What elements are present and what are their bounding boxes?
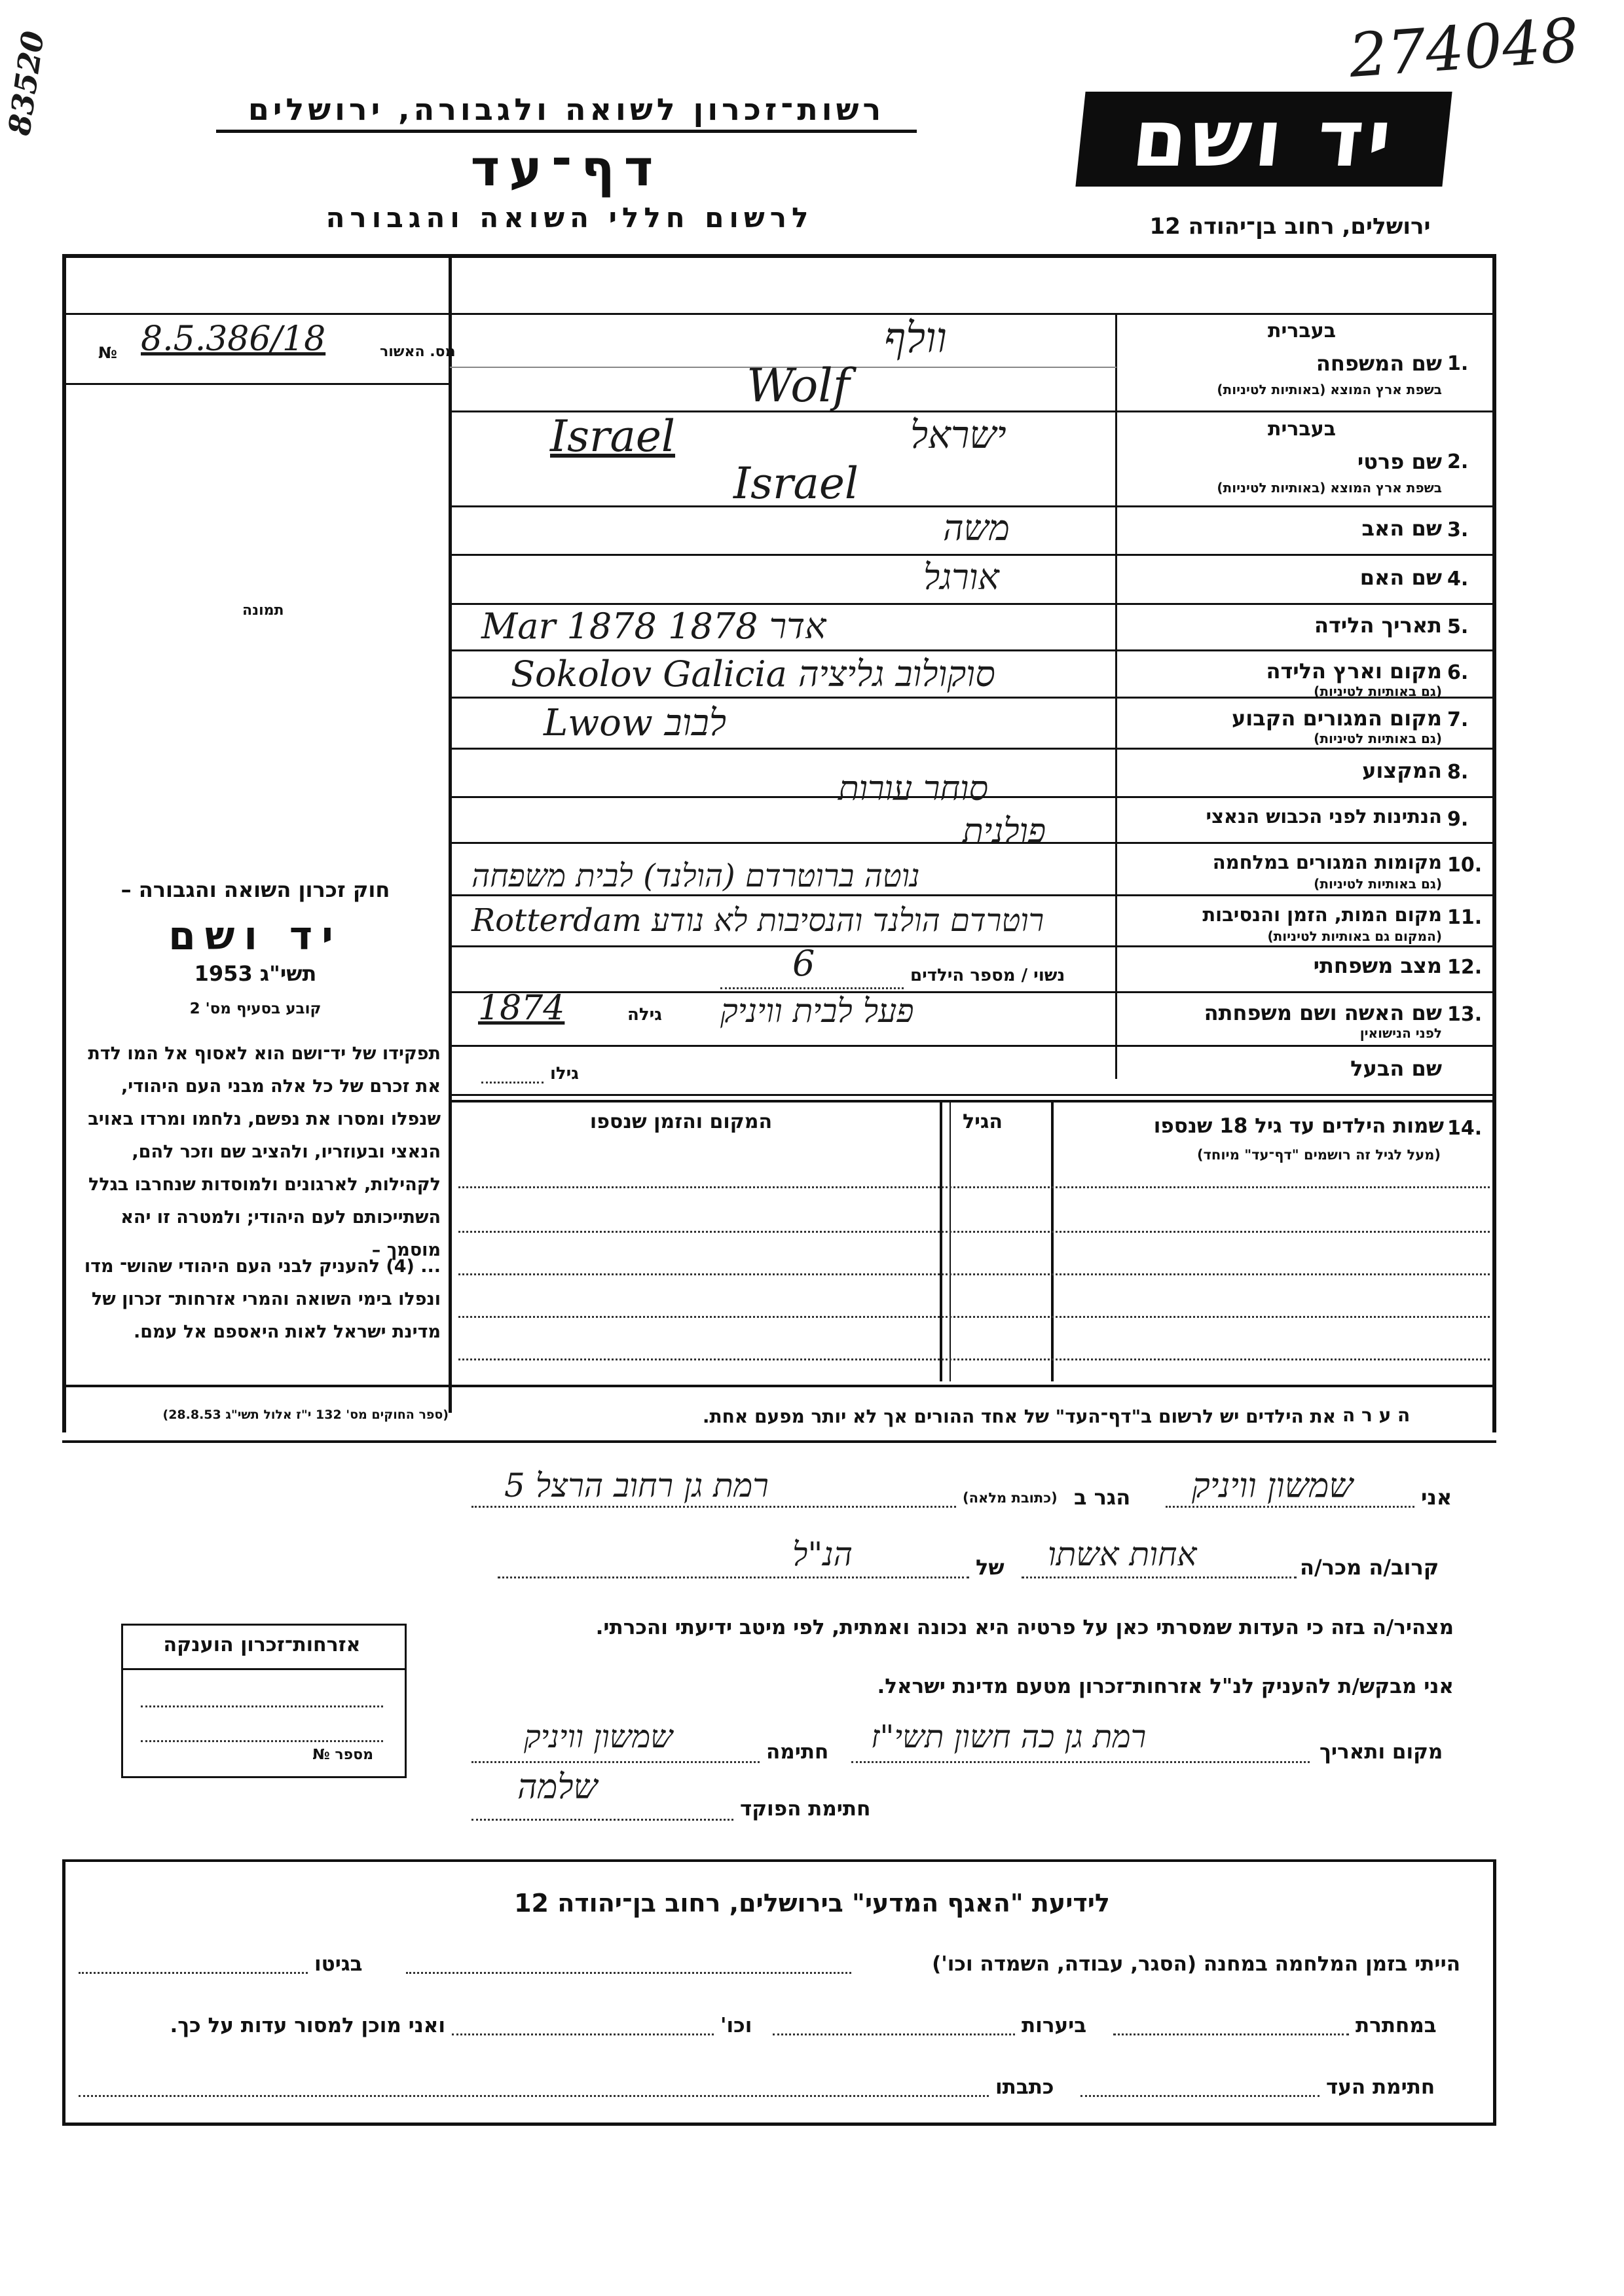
frame-left <box>62 254 66 1432</box>
field-row-rule <box>450 1045 1494 1047</box>
answer-first-hebrew[interactable]: ישראל <box>910 412 1006 457</box>
marital-status-options: נשוי / מספר הילדים <box>910 966 1065 985</box>
field-number: 8. <box>1447 761 1469 784</box>
header-address: ירושלים, רחוב בן־יהודה 12 <box>1149 213 1431 240</box>
footer-frame-left <box>62 1859 65 2126</box>
children-row-line <box>458 1358 1490 1360</box>
citizenship-box-rule-1 <box>121 1668 405 1670</box>
answer-wife-name[interactable]: פעל לבית וויניק <box>720 992 914 1030</box>
field-label: מקומות המגורים במלחמה <box>1212 851 1442 873</box>
decl-signature-dots <box>471 1761 760 1763</box>
children-col-divider-1 <box>1051 1100 1054 1381</box>
field-label: מקום המות, הזמן והנסיבות <box>1202 903 1442 926</box>
field-row-rule <box>450 603 1494 605</box>
answer-first-latin-b[interactable]: Israel <box>733 458 859 509</box>
field-number: 6. <box>1447 661 1469 684</box>
authority-underline <box>216 130 917 133</box>
law-source: (ספר החוקים מס' 132 י"ז אלול תשי"ג 28.8.53) <box>162 1408 449 1422</box>
footer-forests-label: ביערות <box>1022 2014 1087 2037</box>
law-clause: קובע בסעיף מס' 2 <box>189 1000 322 1017</box>
answer-birthplace[interactable]: Sokolov Galicia סוקולוב גליציה <box>511 653 995 695</box>
law-source-rule <box>62 1385 1496 1387</box>
field-number: 11. <box>1447 906 1483 929</box>
footer-etc-label: וכו' <box>720 2014 752 2037</box>
decl-place-date-value[interactable]: רמת גן כה חשון תשי"ז <box>871 1719 1147 1755</box>
field-label: שם הבעל <box>1350 1056 1442 1081</box>
footer-witness-signature-dots <box>1080 2095 1320 2097</box>
footer-ghetto-dots <box>79 1972 308 1974</box>
decl-statement: מצהיר/ה בזה כי העדות שמסרתי כאן על פרטיה היא נכונה ואמתית, לפי מיטב ידיעתי והכרתי. <box>595 1616 1454 1639</box>
answer-wife-age[interactable]: 1874 <box>478 989 565 1028</box>
field-row-rule <box>450 748 1494 750</box>
decl-address-note: (כתובת מלאה) <box>963 1490 1058 1506</box>
field-lang-note: בעברית <box>1268 418 1336 441</box>
field-row-rule <box>450 894 1494 896</box>
children-row-line <box>458 1273 1490 1275</box>
decl-relative-value[interactable]: אחות אשתו <box>1048 1535 1197 1573</box>
field-label: שם פרטי <box>1357 449 1442 474</box>
top-band-divider <box>62 313 1496 315</box>
approval-number[interactable]: 8.5.386/18 <box>141 319 326 359</box>
footer-underground-label: במחתרת <box>1356 2014 1437 2037</box>
decl-ani-value[interactable]: שמשון וויניק <box>1192 1467 1354 1506</box>
decl-ani-dots <box>1166 1506 1414 1508</box>
decl-officer-label: חתימת הפוקד <box>740 1797 871 1821</box>
form-title: דף־עד <box>470 139 663 197</box>
field-sublabel: בשפת ארץ המוצא (באותיות לטיניות) <box>1217 382 1442 397</box>
decl-place-date-dots <box>851 1761 1310 1763</box>
field-row-rule <box>450 945 1494 947</box>
field-sublabel: (גם באותיות לטיניות) <box>1314 876 1442 892</box>
answer-war-places[interactable]: נוטה ברוטרדם (הולנד) לבית משפחה <box>471 858 920 894</box>
footer-rule-top <box>62 1859 1496 1862</box>
children-section-note: (מעל לגיל זה רושמים "דף־עד" מיוחד) <box>1196 1147 1441 1163</box>
decl-signature-value[interactable]: שמשון וויניק <box>524 1719 673 1755</box>
footer-address-dots <box>79 2095 989 2097</box>
decl-of-label: של <box>976 1555 1005 1580</box>
approval-label: מס. האשור <box>380 344 456 360</box>
decl-place-date-label: מקום ותאריך <box>1320 1740 1443 1764</box>
frame-top <box>62 254 1496 258</box>
answer-birth-date[interactable]: Mar 1878 אדר 1878 <box>481 606 826 647</box>
field-number: 13. <box>1447 1003 1483 1026</box>
husband-age-dots <box>481 1082 544 1084</box>
footer-frame-right <box>1493 1859 1496 2126</box>
field-number: 1. <box>1447 352 1469 375</box>
approval-no-symbol: № <box>98 344 117 362</box>
footer-rule-bottom <box>62 2123 1496 2126</box>
footer-camp-label: הייתי בזמן המלחמה במחנה (הסגר, עבודה, השמדה וכו') <box>932 1952 1460 1976</box>
children-count-dots <box>720 987 904 989</box>
field-label: שם האב <box>1361 516 1442 541</box>
decl-relative-dots <box>1022 1576 1297 1578</box>
field-number: 5. <box>1447 615 1469 638</box>
answer-first-latin-a[interactable]: Israel <box>550 411 676 462</box>
field-number: 2. <box>1447 450 1469 473</box>
law-body-2: ... (4) להעניק לבני העם היהודי שהוש־ מדו ונפלו בימי השואה והמרי אזרחות־ זכרון של מדינת ישראל לאות היאספם אל עמם. <box>84 1256 441 1342</box>
photo-label: תמונה <box>242 602 284 619</box>
decl-of-value[interactable]: הנ"ל <box>792 1535 853 1573</box>
field-label: מקום המגורים הקבוע <box>1231 706 1442 731</box>
decl-of-dots <box>498 1576 969 1578</box>
children-section-number: 14. <box>1447 1117 1483 1140</box>
authority-heading: רשות־זכרון לשואה ולגבורה, ירושלים <box>248 92 885 127</box>
answer-family-hebrew[interactable]: וולף <box>884 314 947 363</box>
field-label: מקום וארץ הלידה <box>1266 659 1442 683</box>
field-sublabel: (המקום גם באותיות לטיניות) <box>1267 928 1442 944</box>
children-col-place: המקום והזמן שנספו <box>589 1110 773 1133</box>
sidebar-divider <box>449 254 452 1413</box>
field-number: 12. <box>1447 956 1483 979</box>
decl-officer-value[interactable]: שלמה <box>517 1768 598 1807</box>
field-lang-note: בעברית <box>1268 319 1336 342</box>
field-label: מצב משפחתי <box>1313 953 1442 978</box>
citizenship-box-title: אזרחות־זכרון הוענקה <box>163 1633 361 1656</box>
field-label: המקצוע <box>1362 758 1442 783</box>
field-label: תאריך הלידה <box>1314 613 1442 638</box>
decl-relative-label: קרוב/ה מכר/ה <box>1300 1555 1439 1580</box>
approval-rule <box>62 383 450 385</box>
archive-number: 274048 <box>1346 5 1581 92</box>
footer-forests-dots <box>773 2033 1015 2035</box>
answer-children-count[interactable]: 6 <box>792 943 815 984</box>
law-year: תשי"ג 1953 <box>194 961 317 986</box>
footer-title: לידיעת "האגף המדעי" בירושלים, רחוב בן־יהודה 12 <box>514 1889 1110 1918</box>
answer-mother[interactable]: אורגל <box>923 556 999 598</box>
footer-witness-signature-label: חתימת העד <box>1326 2075 1435 2099</box>
citizenship-box-dots-1 <box>141 1705 383 1707</box>
field-sublabel: (גם באותיות לטיניות) <box>1314 683 1442 699</box>
decl-resides-label: הגר ב <box>1074 1485 1131 1510</box>
footer-address-label: כתבתו <box>995 2075 1054 2099</box>
yad-vashem-logo: יד ושם <box>1075 92 1452 187</box>
field-label: שם האשה ושם משפחתה <box>1204 1000 1442 1025</box>
footer-camp-dots <box>406 1972 851 1974</box>
field-label: שם האם <box>1359 565 1442 590</box>
field-number: 4. <box>1447 568 1469 591</box>
decl-officer-dots <box>471 1819 733 1821</box>
margin-stamp: 83520 <box>1 28 51 138</box>
children-row-line <box>458 1316 1490 1318</box>
decl-signature-label: חתימה <box>766 1740 829 1764</box>
field-label: הנתינות לפני הכבוש הנאצי <box>1206 805 1442 828</box>
footer-willing-label: ואני מוכן למסור עדות על כך. <box>170 2014 445 2037</box>
decl-request: אני מבקש/ת להעניק לנ"ל אזרחות־זכרון מטעם מדינת ישראל. <box>877 1675 1454 1698</box>
decl-ani-label: אני <box>1421 1485 1452 1510</box>
children-row-line <box>458 1186 1490 1188</box>
husband-age-label: גילו <box>550 1064 579 1084</box>
field-row-rule <box>450 991 1494 993</box>
field-label: שם המשפחה <box>1316 351 1442 376</box>
answer-nationality[interactable]: פולנית <box>963 812 1046 851</box>
remark-label: ה ע ר ה <box>1342 1404 1411 1426</box>
answer-occupation[interactable]: סוחר עורות <box>838 769 989 809</box>
field-number: 3. <box>1447 519 1469 541</box>
children-col-divider-3 <box>950 1100 951 1381</box>
decl-address-value[interactable]: רמת גן רחוב הרצל 5 <box>504 1467 769 1504</box>
answer-death[interactable]: Rotterdam רוטרדם הולנד והנסיבות לא נודע <box>471 902 1044 939</box>
field-number: 9. <box>1447 808 1469 831</box>
law-title: חוק זכרון השואה והגבורה – <box>120 877 390 902</box>
footer-etc-dots <box>452 2033 714 2035</box>
remark-bottom-rule <box>62 1440 1496 1443</box>
wife-age-label: גילה <box>627 1005 662 1025</box>
citizenship-box-dots-2 <box>141 1740 383 1742</box>
field-row-rule <box>450 649 1494 651</box>
form-subtitle: לרשום חללי השואה והגבורה <box>325 202 814 234</box>
law-name: יד ושם <box>168 913 342 959</box>
citizenship-box-number: מספר № <box>312 1747 373 1763</box>
children-table-top <box>450 1100 1494 1102</box>
children-section-title: שמות הילדים עד גיל 18 שנספו <box>1153 1114 1444 1138</box>
answer-family-latin[interactable]: Wolf <box>747 359 850 412</box>
field-sublabel: בשפת ארץ המוצא (באותיות לטיניות) <box>1217 480 1442 496</box>
footer-ghetto-label: בגיטו <box>314 1952 363 1976</box>
label-column-divider <box>1115 313 1117 1079</box>
field-row-rule <box>450 1094 1494 1096</box>
children-col-age: הגיל <box>963 1110 1003 1133</box>
answer-residence[interactable]: Lwow לבוב <box>544 702 727 744</box>
law-body: תפקידו של יד־ושם הוא לאסוף אל המו לדת את זכרם של כל אלה מבני העם היהודי, שנפלו ומסרו את נפשם, נלחמו ומרדו באויב הנאצי ובעוזריו, ולהציב שם וזכר להם, לקהילות, לארגונים ולמוסדות שנחרבו בגלל השתייכותם לעם היהודי; ולמטרה זו יהא מוסמך – <box>88 1044 441 1260</box>
children-row-line <box>458 1231 1490 1233</box>
decl-address-dots <box>471 1506 956 1508</box>
footer-underground-dots <box>1113 2033 1349 2035</box>
field-number: 7. <box>1447 708 1469 731</box>
field-sublabel: (גם באותיות לטיניות) <box>1314 731 1442 746</box>
field-number: 10. <box>1447 854 1483 877</box>
field-row-rule <box>450 554 1494 556</box>
children-col-divider-2 <box>940 1100 942 1381</box>
field-sublabel: לפני הנישואין <box>1359 1025 1442 1041</box>
answer-father[interactable]: משה <box>943 507 1010 549</box>
remark-text: את הילדים יש לרשום ב"דף־העד" של אחד ההורים אך לא יותר מפעם אחת. <box>702 1406 1336 1427</box>
